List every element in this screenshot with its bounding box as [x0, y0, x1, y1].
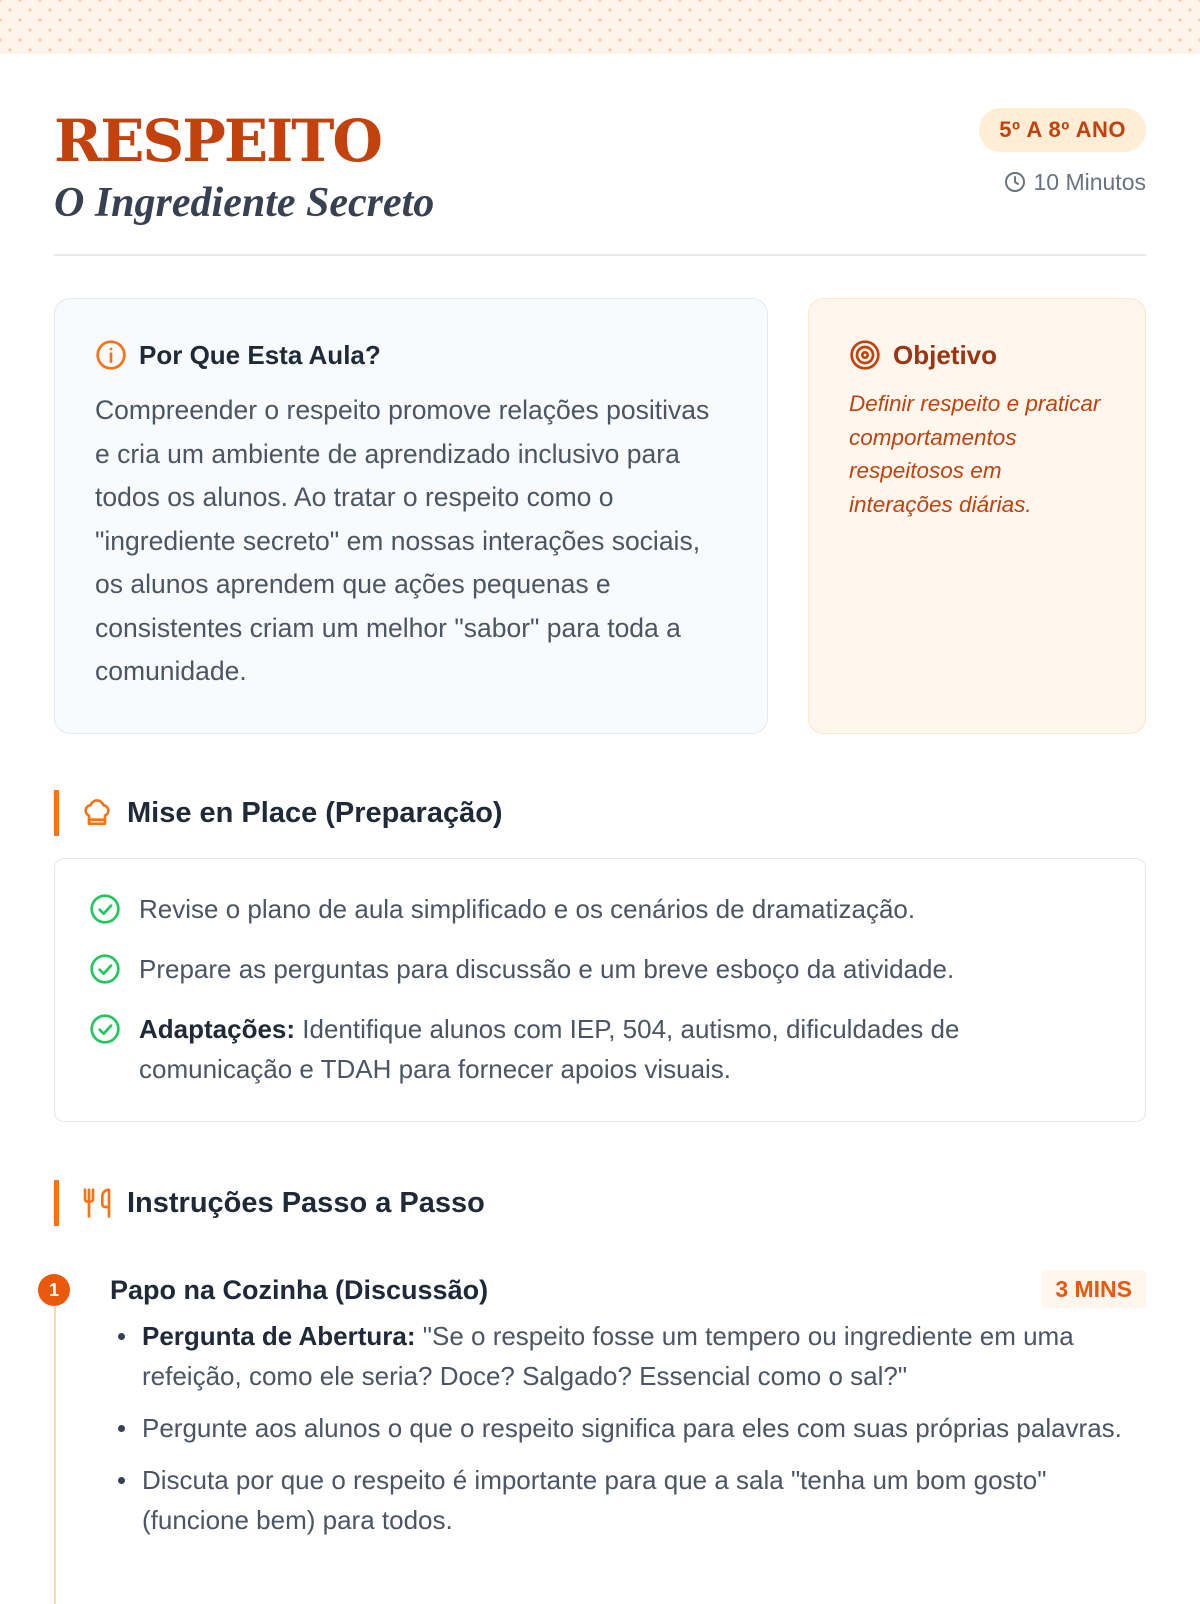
chef-hat-icon [81, 797, 113, 829]
prep-section-title: Mise en Place (Preparação) [127, 796, 503, 829]
prep-item [89, 949, 1111, 989]
duration [1003, 166, 1146, 198]
step-number: 1 [38, 1274, 70, 1306]
decorative-dot-pattern [0, 0, 1200, 54]
lesson-header [54, 54, 1146, 256]
info-icon [95, 339, 127, 371]
objective-card-title: Objetivo [893, 339, 998, 370]
lesson-subtitle: O Ingrediente Secreto [54, 180, 435, 226]
prep-item-bold: Adaptações: [139, 1014, 296, 1044]
prep-item-text [139, 1009, 1111, 1089]
clock-icon [1003, 170, 1027, 194]
why-card-header [95, 339, 727, 371]
duration-label: 10 Minutos [1033, 169, 1146, 195]
utensils-icon [81, 1187, 113, 1219]
instructions-section-header [54, 1180, 654, 1226]
list-item [110, 1316, 1146, 1396]
list-item [110, 1408, 1146, 1448]
step-bullet-bold: Pergunta de Abertura: [142, 1321, 416, 1351]
check-circle-icon [89, 893, 121, 925]
check-circle-icon [89, 1013, 121, 1045]
step-bullet-text: "Se o respeito fosse um tempero ou ingrediente em uma refeição, como ele seria? Doce? Salgado? Essencial como o sal?" [142, 1321, 1074, 1391]
prep-item-text: Prepare as perguntas para discussão e um breve esboço da atividade. [139, 954, 955, 984]
target-icon [849, 339, 881, 371]
instructions-section-title: Instruções Passo a Passo [127, 1186, 485, 1219]
why-card [54, 298, 768, 734]
objective-card-header [849, 339, 1105, 371]
step-bullet-text: Pergunte aos alunos o que o respeito significa para eles com suas próprias palavras. [142, 1413, 1122, 1443]
why-card-text: Compreender o respeito promove relações positivas e cria um ambiente de aprendizado inclusivo para todos os alunos. Ao tratar o respeito como o "ingrediente secreto" em nossas interações sociais, os alunos aprendem que ações pequenas e consistentes criam um melhor "sabor" para toda a comunidade. [95, 395, 710, 686]
timeline-line [54, 1304, 56, 1604]
step-bullets [110, 1316, 1146, 1552]
grade-badge: 5º A 8º ANO [979, 108, 1146, 152]
intro-cards [54, 298, 1146, 736]
lesson-page [48, 54, 1146, 1535]
prep-checklist [54, 858, 1146, 1122]
step-bullet-text: Discuta por que o respeito é importante para que a sala "tenha um bom gosto" (funcione bem) para todos. [142, 1465, 1047, 1535]
prep-item-text: Revise o plano de aula simplificado e os cenários de dramatização. [139, 894, 916, 924]
prep-item [89, 1009, 1111, 1089]
objective-card-text: Definir respeito e praticar comportamentos respeitosos em interações diárias. [849, 391, 1101, 517]
steps-timeline [48, 1260, 1146, 1600]
why-card-title: Por Que Esta Aula? [139, 339, 381, 370]
prep-section-header [54, 790, 654, 836]
prep-item-rest: Identifique alunos com IEP, 504, autismo, dificuldades de comunicação e TDAH para fornecer apoios visuais. [139, 1014, 960, 1084]
prep-item [89, 889, 1111, 929]
list-item [110, 1460, 1146, 1540]
objective-card [808, 298, 1146, 734]
lesson-title: RESPEITO [54, 107, 381, 175]
step-title: Papo na Cozinha (Discussão) [110, 1275, 489, 1305]
step-duration-badge: 3 MINS [1041, 1270, 1146, 1308]
check-circle-icon [89, 953, 121, 985]
